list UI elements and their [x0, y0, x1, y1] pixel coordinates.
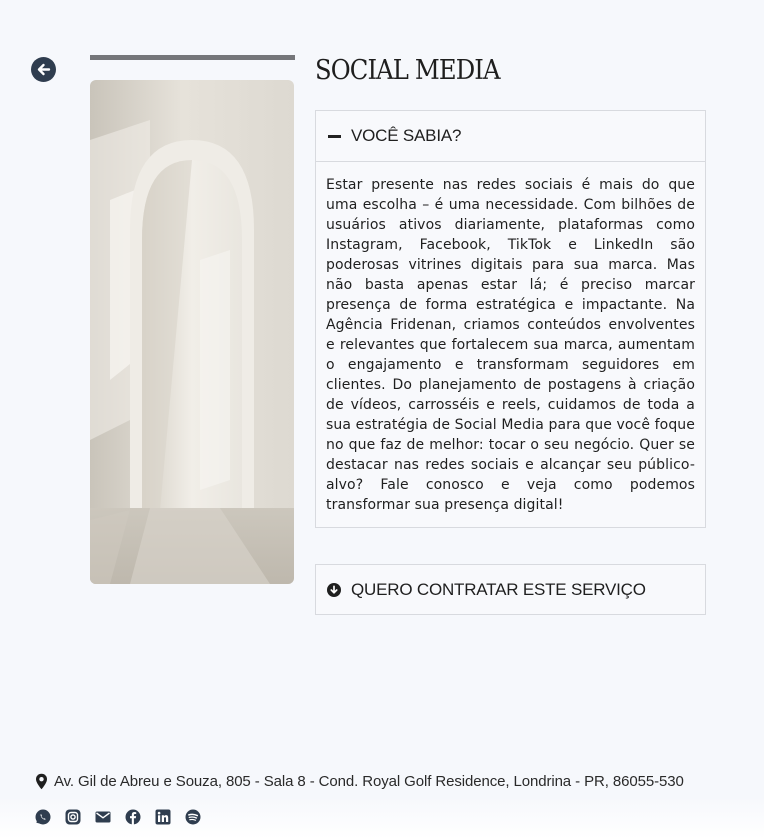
footer: [0, 768, 764, 839]
arch-photo: [90, 80, 294, 584]
facebook-icon[interactable]: [125, 809, 141, 825]
spotify-icon[interactable]: [185, 809, 201, 825]
info-accordion: [315, 110, 706, 528]
email-icon[interactable]: [95, 809, 111, 825]
accordion-body-text: Estar presente nas redes sociais é mais do que uma escolha – é uma necessidade. Com bilhões de usuários ativos diariamente, plataformas como Instagram, Facebook, TikTok e LinkedIn são poderosas vitrines digitais para sua marca. Mas não basta apenas estar lá; é preciso marcar presença de forma estratégica e impactante. Na Agência Fridenan, criamos conteúdos envolventes e relevantes que fortalecem sua marca, aumentam o engajamento e transformam seguidores em clientes. Do planejamento de postagens à criação de vídeos, carrosséis e reels, cuidamos de toda a sua estratégia de Social Media para que você foque no que faz de melhor: tocar o seu negócio. Quer se destacar nas redes sociais e alcançar seu público-alvo? Fale conosco e veja como podemos transformar sua presença digital!: [326, 177, 695, 513]
map-pin-icon: [35, 773, 48, 790]
instagram-icon[interactable]: [65, 809, 81, 825]
linkedin-icon[interactable]: [155, 809, 171, 825]
decorative-bar: [90, 55, 295, 60]
page-title: SOCIAL MEDIA: [315, 55, 500, 86]
accordion-title: VOCÊ SABIA?: [351, 126, 462, 145]
accordion-header[interactable]: [316, 111, 705, 162]
arrow-down-circle-icon: [327, 583, 341, 597]
back-arrow-icon[interactable]: [31, 57, 56, 82]
hire-service-label: QUERO CONTRATAR ESTE SERVIÇO: [351, 579, 646, 599]
minus-icon: [328, 135, 341, 138]
social-links: [35, 809, 215, 825]
whatsapp-icon[interactable]: [35, 809, 51, 825]
hire-service-button[interactable]: [315, 564, 706, 615]
address-text: Av. Gil de Abreu e Souza, 805 - Sala 8 - Cond. Royal Golf Residence, Londrina - PR, 86055-530: [54, 773, 684, 790]
address[interactable]: [35, 773, 684, 790]
